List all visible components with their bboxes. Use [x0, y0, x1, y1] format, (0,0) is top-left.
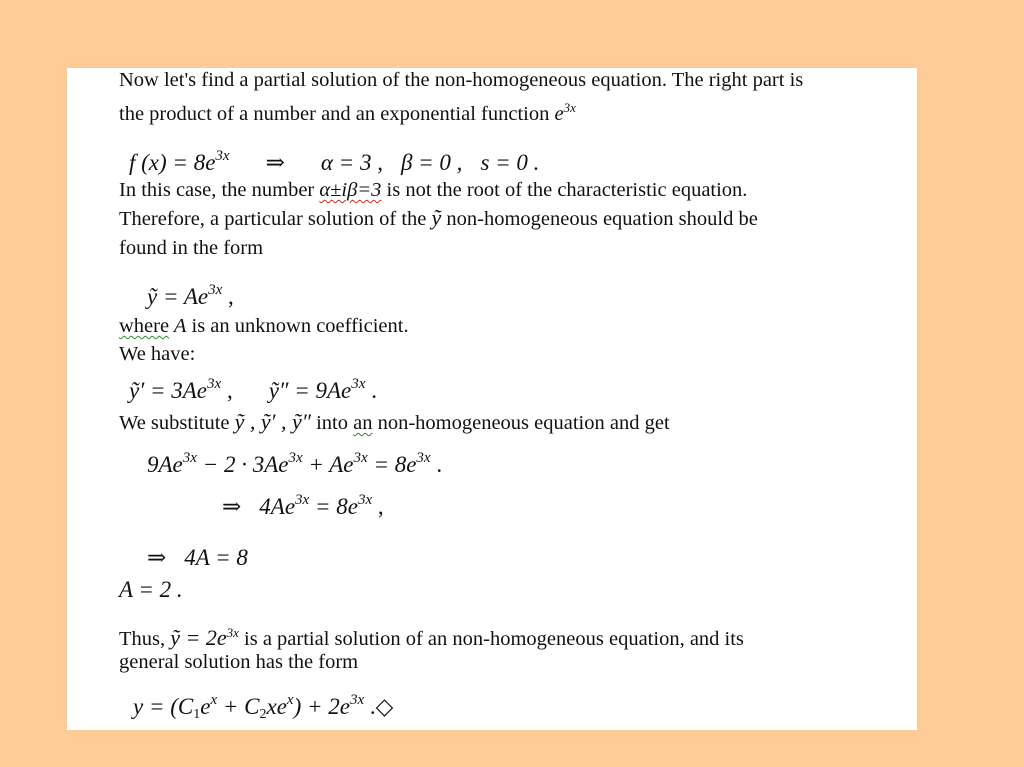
therefore-b: non-homogeneous equation should be — [441, 208, 758, 230]
equation-step-1 — [222, 486, 384, 521]
subst-an: an — [353, 412, 373, 434]
equation-f-beta: β = 0 , — [400, 150, 463, 175]
subst-b: into — [310, 412, 354, 434]
where-b: is an unknown coefficient. — [186, 315, 409, 337]
step-2-expr: 4A = 8 — [184, 545, 248, 570]
equation-form-tail: , — [222, 284, 234, 309]
deriv-sep: , — [221, 378, 233, 403]
step-2-arrow: ⇒ — [147, 545, 167, 570]
gen-b: e — [200, 694, 211, 719]
sub-t2: − 2 · 3Ae — [196, 452, 289, 477]
sub-t4: = 8e — [367, 452, 417, 477]
step-1-arrow: ⇒ — [222, 494, 242, 519]
equation-step-2 — [147, 544, 248, 572]
thus-eq: ỹ = 2e — [170, 625, 227, 650]
root-expression: α±iβ=3 — [319, 179, 382, 201]
deriv-2: ỹ″ = 9Ae — [268, 378, 352, 403]
thus-pow: 3x — [226, 625, 239, 640]
deriv-1: ỹ′ = 3Ae — [129, 378, 208, 403]
deriv-tail: . — [365, 378, 377, 403]
equation-f — [129, 142, 539, 177]
we-have-line: We have: — [119, 343, 196, 365]
sub-t1-pow: 3x — [182, 450, 197, 466]
therefore-a: Therefore, a particular solution of the — [119, 208, 432, 230]
sub-t1: 9Ae — [147, 452, 183, 477]
general-line: general solution has the form — [119, 651, 359, 673]
sub-t4-pow: 3x — [416, 450, 431, 466]
thus-line — [119, 621, 744, 651]
gen-d-pow: x — [286, 692, 294, 708]
thus-b: is a partial solution of an non-homogeneous equation, and its — [238, 628, 744, 650]
subst-a: We substitute — [119, 412, 235, 434]
case-line — [119, 178, 747, 202]
equation-f-s: s = 0 . — [480, 150, 540, 175]
where-line — [119, 314, 409, 338]
equation-form — [147, 276, 234, 311]
case-line-a: In this case, the number — [119, 179, 320, 201]
gen-b-pow: x — [210, 692, 218, 708]
step-1-rhs-pow: 3x — [357, 492, 373, 508]
subst-vars: ỹ , ỹ′ , ỹ″ — [234, 409, 311, 434]
equation-f-alpha: α = 3 , — [320, 150, 383, 175]
sub-t3-pow: 3x — [353, 450, 368, 466]
gen-tail: .◇ — [364, 694, 394, 719]
equation-A — [119, 576, 183, 604]
step-1-tail: , — [372, 494, 384, 519]
equation-substituted — [147, 444, 442, 479]
gen-e: ) + 2e — [293, 694, 350, 719]
step-1-lhs-pow: 3x — [295, 492, 310, 508]
intro-line-1: Now let's find a partial solution of the non-homogeneous equation. The right part is — [119, 69, 804, 91]
equation-form-lhs: ỹ = Ae — [147, 284, 209, 309]
sub-t3: + Ae — [302, 452, 354, 477]
gen-c: + C — [217, 694, 260, 719]
y-tilde-symbol: ỹ — [431, 205, 442, 230]
equation-derivatives — [129, 370, 377, 405]
thus-a: Thus, — [119, 628, 171, 650]
gen-e-pow: 3x — [349, 692, 365, 708]
implies-arrow: ⇒ — [265, 150, 285, 175]
therefore-line — [119, 206, 758, 231]
exp-power: 3x — [563, 100, 576, 115]
gen-d: xe — [266, 694, 287, 719]
equation-form-pow: 3x — [208, 282, 223, 298]
gen-s1: 1 — [193, 707, 201, 722]
exp-base: e — [554, 103, 564, 125]
deriv-1-pow: 3x — [207, 376, 222, 392]
sub-tail: . — [430, 452, 443, 477]
substitute-line — [119, 410, 670, 435]
slide-page — [67, 68, 917, 730]
case-line-b: is not the root of the characteristic equation. — [381, 179, 748, 201]
gen-a: y = (C — [133, 694, 194, 719]
equation-f-lhs: f (x) = 8e — [129, 150, 216, 175]
intro-line-2 — [119, 96, 576, 126]
gen-s2: 2 — [259, 707, 267, 722]
step-1-rhs: = 8e — [309, 494, 358, 519]
found-line: found in the form — [119, 237, 264, 259]
step-1-lhs: 4Ae — [259, 494, 296, 519]
equation-general — [133, 686, 393, 729]
subst-c: non-homogeneous equation and get — [372, 412, 670, 434]
where-word: where — [119, 315, 170, 337]
deriv-2-pow: 3x — [351, 376, 366, 392]
where-A: A — [169, 315, 187, 337]
sub-t2-pow: 3x — [288, 450, 303, 466]
intro-line-2-text: the product of a number and an exponential function — [119, 103, 555, 125]
equation-A-expr: A = 2 . — [119, 577, 183, 602]
equation-f-pow: 3x — [215, 148, 230, 164]
